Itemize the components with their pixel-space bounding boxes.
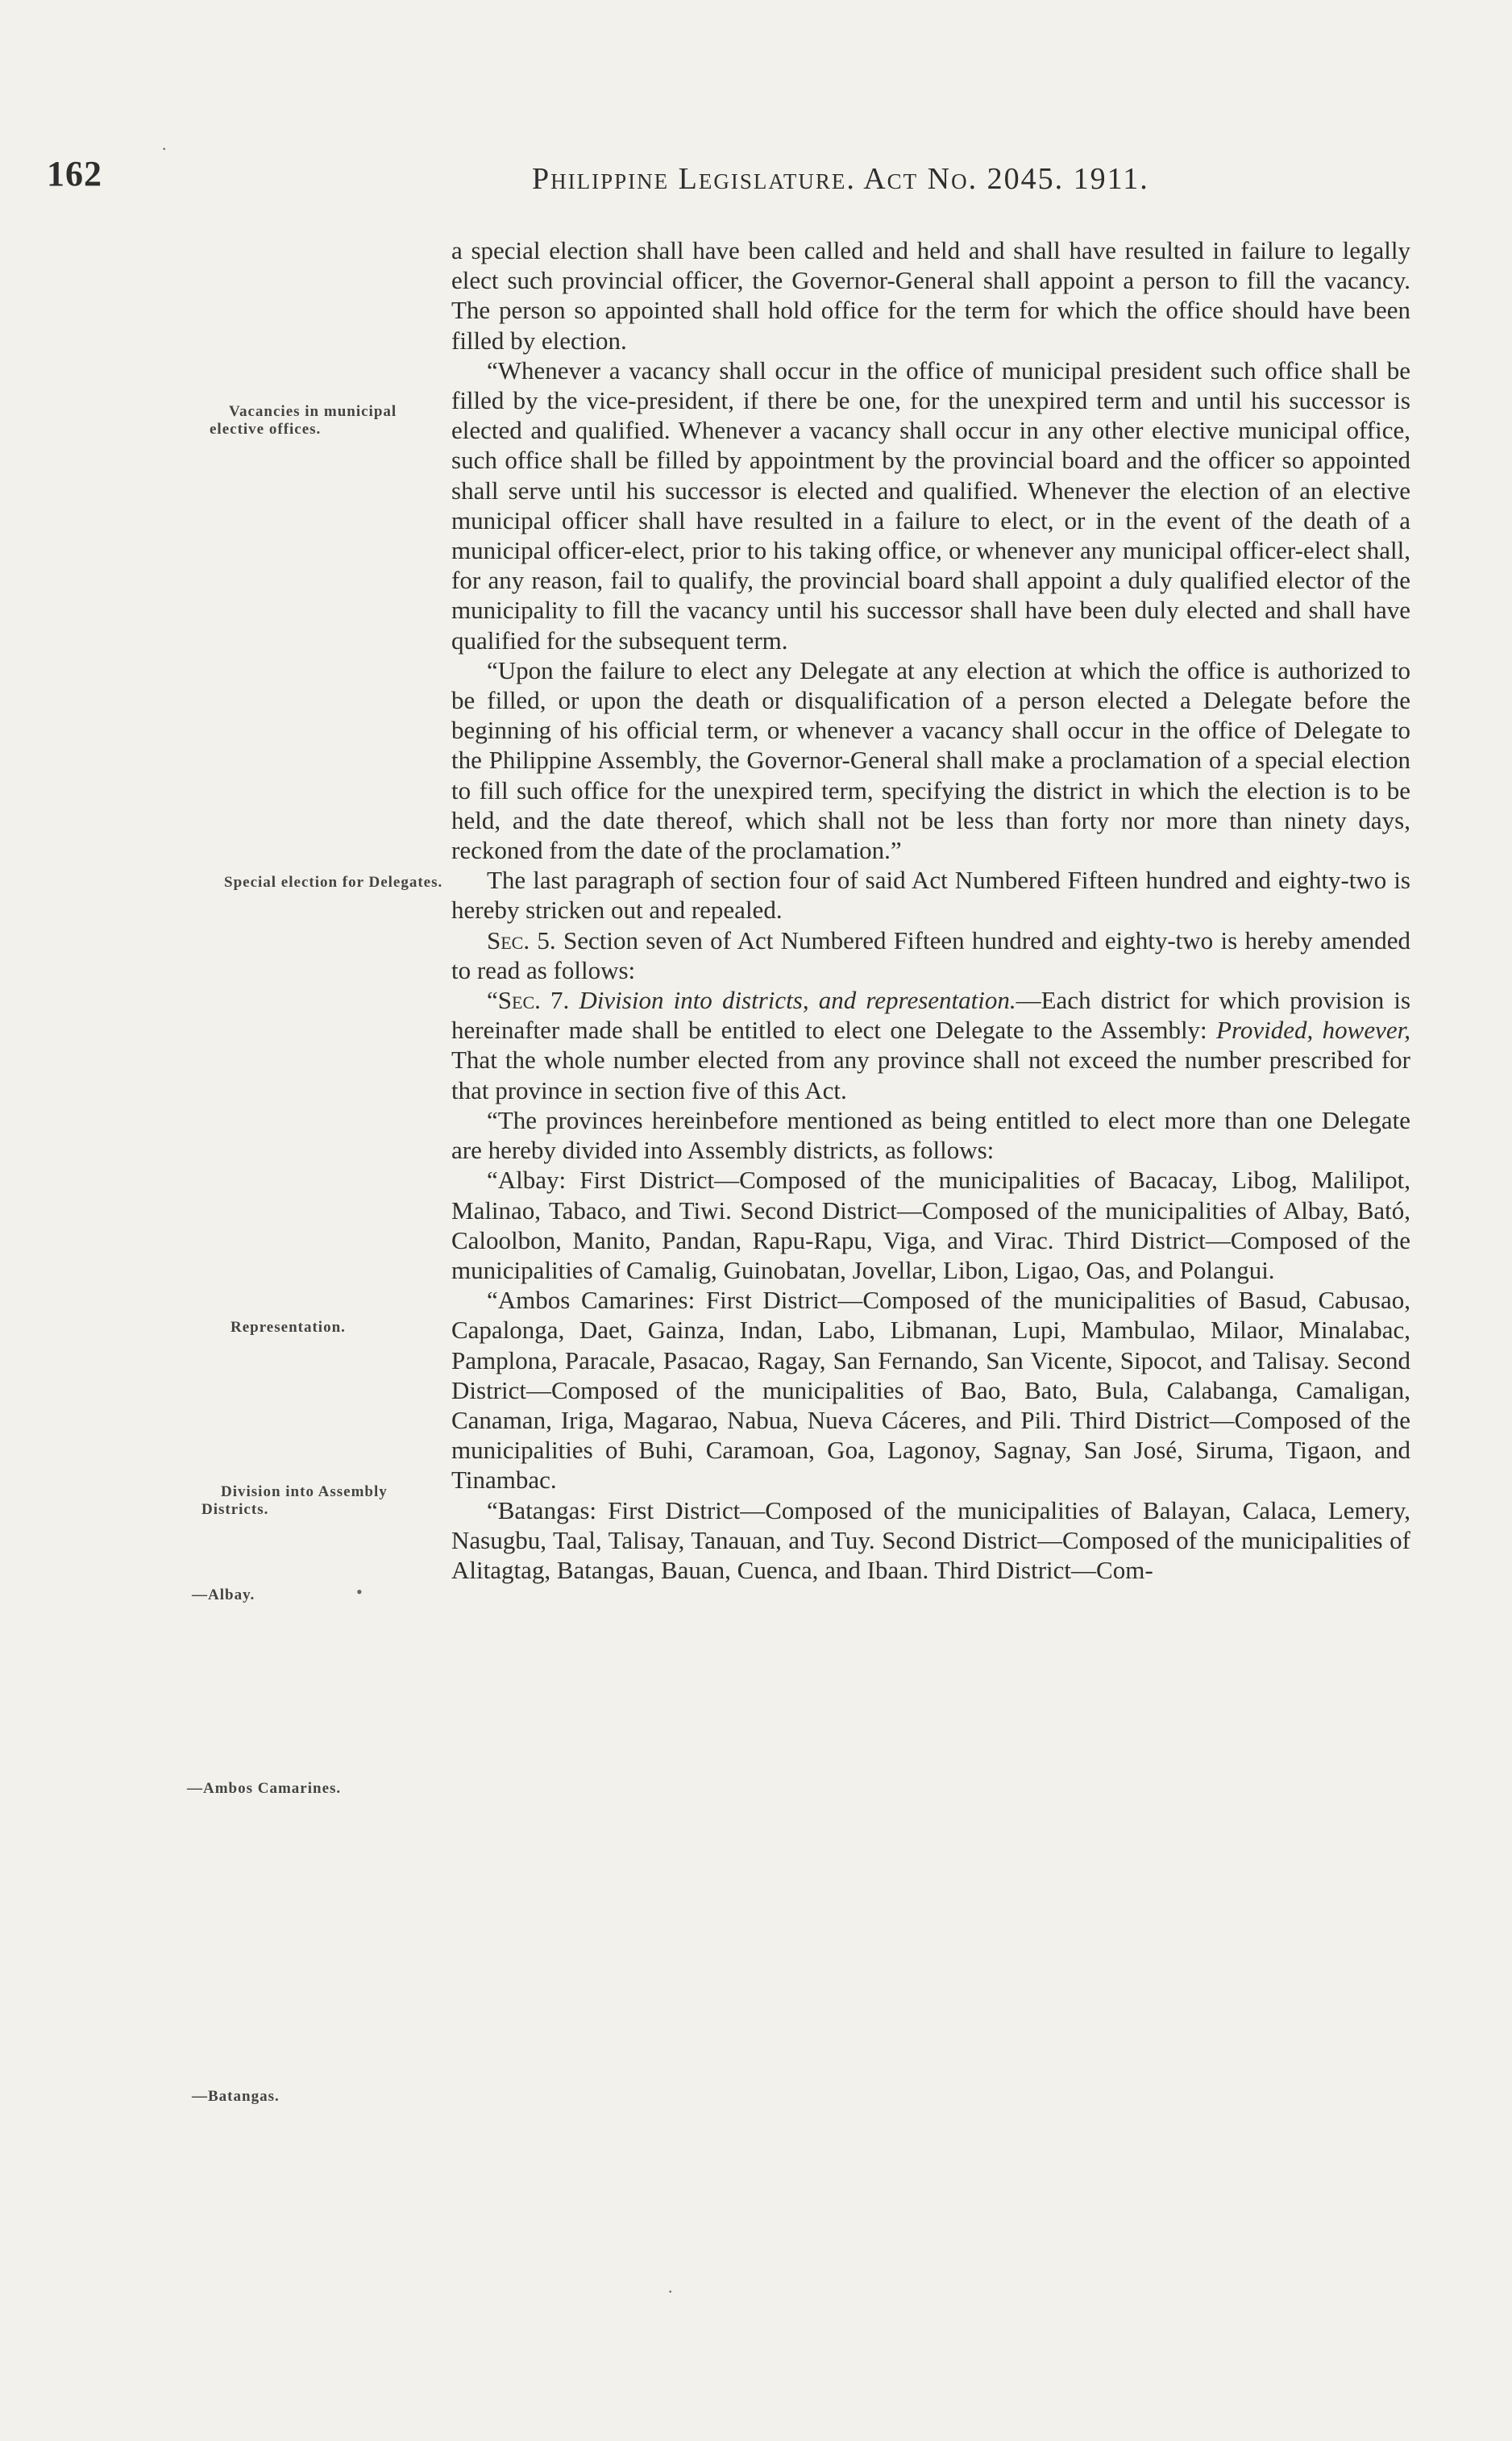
running-header: Philippine Legislature. Act No. 2045. 1911. [532,162,1149,196]
speck-dot: • [356,1582,363,1602]
paragraph-continuation: a special election shall have been called and held and shall have resulted in failure to legally elect such provincial officer, the Governor-General shall appoint a person to fill the vacancy. The person so appointed shall hold office for the term for which the office should have been filled by election. [451,236,1410,355]
section-7-text-a: —Each district for which provision is hereinafter made shall be entitled to elect one Delegate to the Assembly: [451,986,1411,1045]
paragraph-section-5 [451,925,1410,985]
paragraph-section-7 [451,985,1410,1105]
paragraph-special-election: “Upon the failure to elect any Delegate at any election at which the office is authorized to be filled, or upon the death or disqualification of a person elected a Delegate before the beginning of his official term, or whenever a vacancy shall occur in the office of Delegate to the Philippine Assembly, the Governor-General shall make a proclamation of a special election to fill such office for the unexpired term, specifying the district in which the election is to be held, and the date thereof, which shall not be less than forty nor more than ninety days, reckoned from the date of the proclamation.” [451,655,1410,865]
sidenote-representation: Representation. [231,1319,346,1336]
section-label: “Sec. [487,986,541,1015]
paragraph-municipal-vacancies: “Whenever a vacancy shall occur in the office of municipal president such office shall be filled by the vice-president, if there be one, for the unexpired term and until his successor is elected and qualified. Whenever a vacancy shall occur in any other elective municipal office, such office shall be filled by appointment by the provincial board and the officer so appointed shall serve until his successor is elected and qualified. Whenever the election of an elective municipal officer shall have resulted in a failure to elect, or in the event of the death of a municipal officer-elect, prior to his taking office, or whenever any municipal officer-elect shall, for any reason, fail to qualify, the provincial board shall appoint a duly qualified elector of the municipality to fill the vacancy until his successor shall have been duly elected and shall have qualified for the subsequent term. [451,356,1410,655]
paragraph-batangas: “Batangas: First District—Composed of the municipalities of Balayan, Calaca, Lemery, Nasugbu, Taal, Talisay, Tanauan, and Tuy. Second District—Composed of the municipalities of Alitagtag, Batangas, Bauan, Cuenca, and Ibaan. Third District—Com- [451,1495,1410,1584]
paragraph-ambos-camarines: “Ambos Camarines: First District—Composed of the municipalities of Basud, Cabusao, Capalonga, Daet, Gainza, Indan, Labo, Libmanan, Lupi, Mambulao, Milaor, Minalabac, Pamplona, Paracale, Pasacao, Ragay, San Fernando, San Vicente, Sipocot, and Talisay. Second District—Composed of the municipalities of Bao, Bato, Bula, Calabanga, Camaligan, Canaman, Iriga, Magarao, Nabua, Nueva Cáceres, and Pili. Third District—Composed of the municipalities of Buhi, Caramoan, Goa, Lagonoy, Sagnay, San José, Siruma, Tigaon, and Tinambac. [451,1286,1410,1495]
sidenote-ambos-camarines: —Ambos Camarines. [187,1780,342,1797]
section-5-text: 5. Section seven of Act Numbered Fifteen hundred and eighty-two is hereby amended to read as follows: [451,925,1410,984]
paragraph-repeal: The last paragraph of section four of said Act Numbered Fifteen hundred and eighty-two is hereby stricken out and repealed. [451,866,1410,925]
sidenote-division: Division into Assembly Districts. [201,1483,388,1518]
section-7-title: Division into districts, and representation. [579,986,1016,1015]
sidenote-batangas: —Batangas. [192,2088,280,2105]
sidenote-albay: —Albay. [192,1586,255,1603]
paragraph-albay: “Albay: First District—Composed of the municipalities of Bacacay, Libog, Malilipot, Malinao, Tabaco, and Tiwi. Second District—Composed of the municipalities of Albay, Bató, Caloolbon, Manito, Pandan, Rapu-Rapu, Viga, and Virac. Third District—Composed of the municipalities of Camalig, Guinobatan, Jovellar, Libon, Ligao, Oas, and Polangui. [451,1166,1410,1284]
sidenote-special-election: Special election for Delegates. [224,874,443,891]
body-text-column [451,235,1410,1585]
speck-dot: · [161,139,168,159]
speck-dot: · [667,2281,674,2302]
section-7-text-b: That the whole number elected from any province shall not exceed the number prescribed for that province in section five of this Act. [451,1046,1410,1104]
section-7-number: 7. [550,986,570,1015]
section-label: Sec. [487,925,530,954]
page-number: 162 [47,154,102,193]
proviso: Provided, however, [1216,1016,1410,1045]
sidenote-vacancies: Vacancies in municipal elective offices. [210,403,397,438]
paragraph-assembly-districts: “The provinces hereinbefore mentioned as being entitled to elect more than one Delegate are hereby divided into Assembly districts, as follows: [451,1105,1410,1165]
